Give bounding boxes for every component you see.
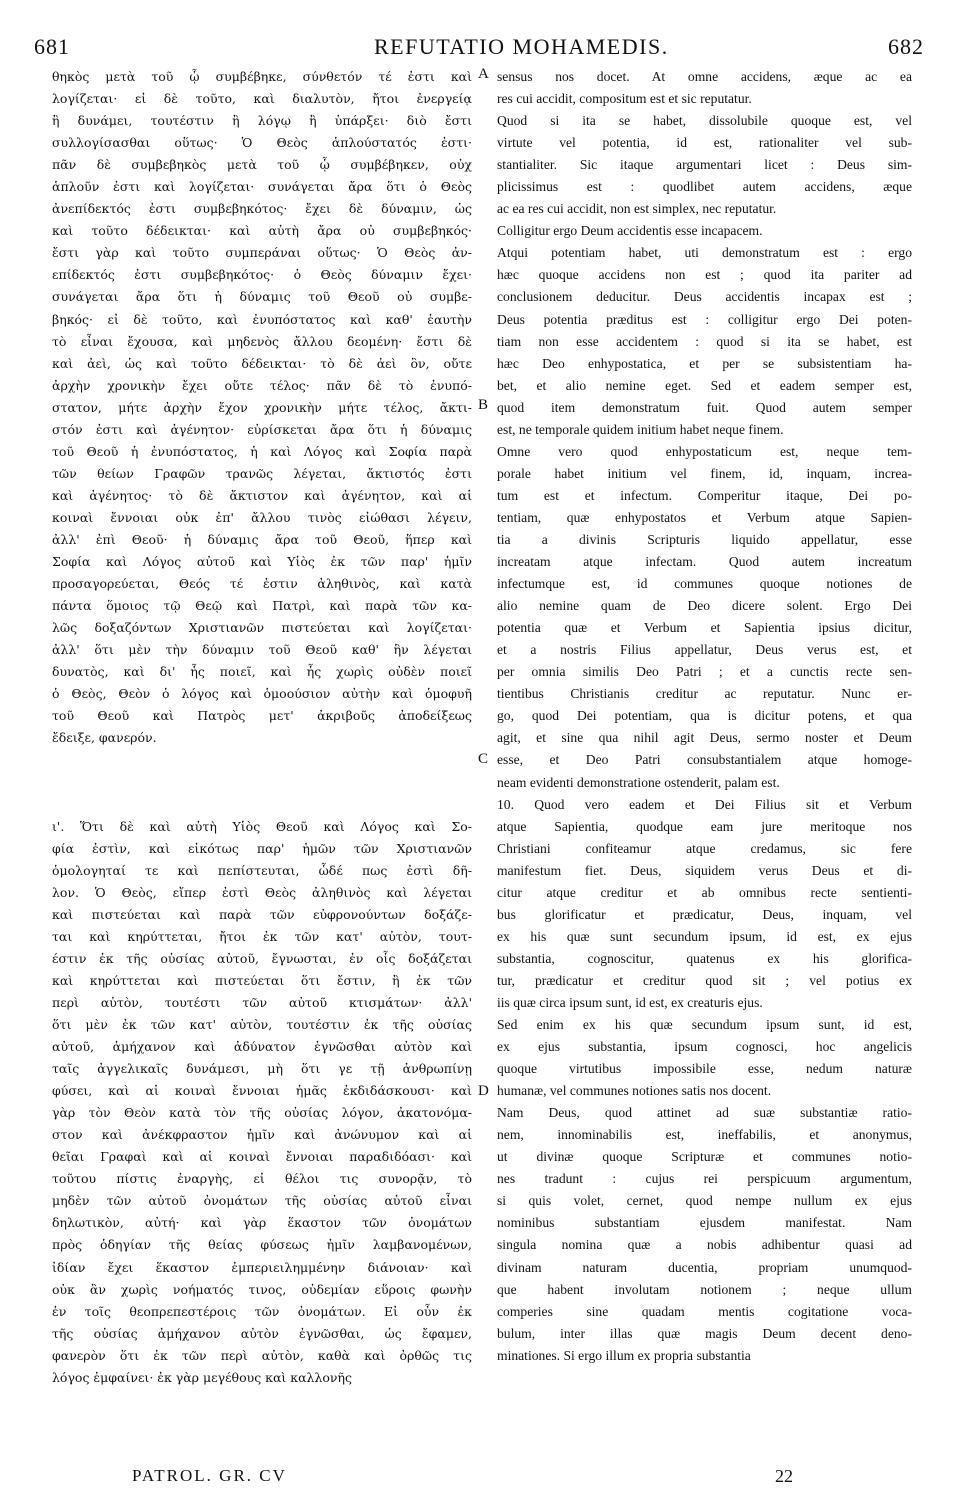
greek-text-line: λογίζεται· εἰ δὲ τοῦτο, καὶ διαλυτὸν, ἤτοι ἐνεργείᾳ <box>52 91 472 107</box>
latin-text-line: hæc quoque accidens non est ; quod ita pariter ad <box>497 267 912 283</box>
latin-text-line: nes tradunt : cujus rei perspicuum argumentum, <box>497 1171 912 1187</box>
latin-text-line: porale habet initium vel finem, id, inquam, increa- <box>497 465 912 481</box>
greek-text-line: ἀνεπίδεκτός ἐστι συμβεβηκότος· ἔχει δὲ δύναμιν, ὡς <box>52 201 472 217</box>
greek-text-blank-line <box>52 772 472 794</box>
greek-text-line: συνάγεται ἄρα ὅτι ἡ δύναμις τοῦ Θεοῦ οὐ συμβε- <box>52 289 472 305</box>
latin-text-line: singula nomina quæ a nobis adhibentur quasi ad <box>497 1237 912 1253</box>
latin-text-line: tum est et infectum. Comperitur itaque, Dei po- <box>497 487 912 503</box>
latin-text-line: quod item demonstratum fuit. Quod autem semper <box>497 399 912 415</box>
footer-sheet-number: 22 <box>775 1466 793 1486</box>
latin-text-column <box>497 66 912 1367</box>
greek-text-line: τῶν θείων Γραφῶν τρανῶς λέγεται, ἄκτιστός ἐστι <box>52 465 472 481</box>
greek-text-line: ι'. Ὅτι δὲ καὶ αὐτὴ Υἱὸς Θεοῦ καὶ Λόγος καὶ Σο- <box>52 818 472 834</box>
greek-text-line: καὶ ἀγένητος· τὸ δὲ ἄκτιστον καὶ ἀγένητον, καὶ αἱ <box>52 487 472 503</box>
greek-text-line: Σοφία καὶ Λόγος αὐτοῦ καὶ Υἱὸς ἐκ τῶν παρ' ἡμῖν <box>52 554 472 570</box>
latin-text-line: potentia quæ et Verbum et Sapientia ipsius dicitur, <box>497 620 912 636</box>
greek-text-line: τὸ εἶναι ἔχουσα, καὶ μηδενὸς ἄλλου δεομένη· ἔστι δὲ <box>52 333 472 349</box>
greek-text-line: ἔδειξε, φανερόν. <box>52 730 157 746</box>
latin-text-line: infectumque est, id communes quoque notiones de <box>497 576 912 592</box>
greek-text-line: καὶ ἀεὶ, ὡς καὶ τοῦτο δέδεικται· τὸ δὲ ἀεὶ ὂν, οὔτε <box>52 355 472 371</box>
greek-text-line: επίδεκτός ἐστι συμβεβηκότος· ὁ Θεὸς δύναμιν ἔχει· <box>52 267 472 283</box>
latin-text-line: tentiam, quæ enhypostatos et Verbum atque Sapien- <box>497 509 912 525</box>
greek-text-line: ἐν τοῖς θεοπρεπεστέροις τῶν ὀνομάτων. Εἰ οὖν ἐκ <box>52 1303 472 1319</box>
greek-text-line: θηκὸς μετὰ τοῦ ᾧ συμβέβηκε, σύνθετόν τέ ἐστι καὶ <box>52 69 472 84</box>
latin-text-line: manifestum fiet. Deus, siquidem verus Deus et di- <box>497 862 912 878</box>
greek-text-line: ἔστι γὰρ καὶ τοῦτο συμπεράναι οὕτως· Ὁ Θεὸς ἀν- <box>52 245 472 261</box>
greek-text-line: προσαγορεύεται, Θεός τέ ἐστιν ἀληθινὸς, καὶ κατὰ <box>52 576 472 592</box>
greek-text-line: συλλογίσασθαι οὕτως· Ὁ Θεὸς ἁπλούστατός ἐστι· <box>52 135 472 151</box>
latin-text-line: sensus nos docet. At omne accidens, æque ac ea <box>497 69 912 84</box>
greek-text-line: πάντα ὅμοιος τῷ Θεῷ καὶ Πατρὶ, καὶ παρὰ τῶν κα- <box>52 598 472 614</box>
latin-text-line: et a nostris Filius appellatur, Deus verus est, et <box>497 642 912 658</box>
greek-text-line: τῆς οὐσίας ἀμήχανον αὐτὸν ἐγνῶσθαι, ὡς ἔφαμεν, <box>52 1325 472 1341</box>
latin-text-line: res cui accidit, compositum est et sic reputatur. <box>497 91 752 107</box>
latin-text-line: si quis volet, cernet, quod nempe nullum ex ejus <box>497 1193 912 1209</box>
latin-text-line: divinam naturam ducentia, propriam unumquod- <box>497 1259 912 1275</box>
latin-text-line: est, ne temporale quidem initium habet neque finem. <box>497 421 784 437</box>
latin-text-line: per omnia similis Deo Patri ; et a cunctis recte sen- <box>497 664 912 680</box>
latin-text-line: humanæ, vel communes notiones satis nos docent. <box>497 1083 772 1099</box>
latin-text-line: stantialiter. Sic itaque argumentari licet : Deus sim- <box>497 157 912 173</box>
latin-text-line: atque Sapientia, quodque eam jure meritoque nos <box>497 818 912 834</box>
greek-text-line: πᾶν δὲ συμβεβηκὸς μετὰ τοῦ ᾧ συμβέβηκεν, οὐχ <box>52 157 472 173</box>
greek-text-line: ὁμολογηταί τε καὶ πεπίστευται, ὧδέ πως ἐστὶ δῆ- <box>52 862 472 878</box>
greek-text-line: ται καὶ κηρύττεται, ἤτοι ἐκ τῶν κατ' αὐτὸν, τουτ- <box>52 928 472 944</box>
latin-text-line: bet, et alio nemine eget. Sed et eadem semper est, <box>497 377 912 393</box>
latin-text-line: substantia, cognoscitur, quatenus ex his glorifica- <box>497 950 912 966</box>
greek-text-line: ἀλλ' ὅτι μὲν τὴν δύναμιν τοῦ Θεοῦ καθ' ἣν λέγεται <box>52 642 472 658</box>
greek-text-line: οὐκ ἂν χωρὶς νοήματός τινος, οὐδεμίαν εὕροις φωνὴν <box>52 1281 472 1297</box>
margin-marker-d: D <box>478 1083 489 1099</box>
latin-text-line: comperies sine quadam mentis cogitatione voca- <box>497 1303 912 1319</box>
margin-marker-b: B <box>478 397 489 413</box>
greek-text-line: στόν ἐστι καὶ ἀγένητον· εὑρίσκεται ἄρα ὅτι ἡ δύναμις <box>52 421 472 437</box>
greek-text-line: λῶς δοξαζόντων Χριστιανῶν πιστεύεται καὶ λογίζεται· <box>52 620 472 636</box>
latin-text-line: go, quod Dei potentiam, qua is dicitur potens, et qua <box>497 708 912 724</box>
latin-text-line: quoque virtutibus impossibile esse, nedum naturæ <box>497 1061 912 1077</box>
latin-text-line: iis quæ circa ipsum sunt, id est, ex creaturis ejus. <box>497 994 763 1010</box>
latin-text-line: Sed enim ex his quæ secundum ipsum sunt, id est, <box>497 1017 912 1033</box>
latin-text-line: plicissimus est : quodlibet autem accidens, æque <box>497 179 912 195</box>
latin-text-line: ac ea res cui accidit, non est simplex, nec reputatur. <box>497 201 777 217</box>
latin-text-line: tur, prædicatur et creditur quod sit ; vel potius ex <box>497 972 912 988</box>
greek-text-line: κοιναὶ ἔννοιαι οὐκ ἐπ' ἄλλου τινὸς εἰώθασι λέγειν, <box>52 509 472 525</box>
greek-text-line: φανερὸν ὅτι ἐκ τῶν περὶ αὐτὸν, καθὰ καὶ ὀρθῶς τις <box>52 1347 472 1363</box>
greek-text-line: ὁ Θεὸς, Θεὸν ὁ λόγος καὶ ὁμοούσιον αὐτὴν καὶ ὁμοφυῆ <box>52 686 472 702</box>
greek-text-line: καὶ τοῦτο δέδεικται· καὶ αὐτὴ ἄρα οὐ συμβεβηκός· <box>52 223 472 239</box>
right-page-number: 682 <box>888 34 924 59</box>
greek-text-line: στον καὶ ἀνέκφραστον ἡμῖν καὶ ἀνώνυμον καὶ αἱ <box>52 1127 472 1143</box>
latin-text-line: increatam atque infectam. Quod autem increatum <box>497 554 912 570</box>
greek-text-line: ὅτι μὲν ἐκ τῶν κατ' αὐτὸν, τουτέστιν ἐκ τῆς οὐσίας <box>52 1017 472 1033</box>
latin-text-line: alio nemine quam de Deo dicere solent. Ergo Dei <box>497 598 912 614</box>
latin-text-line: nominibus substantiam ejusdem manifestat. Nam <box>497 1215 912 1231</box>
greek-text-line: καὶ κηρύττεται καὶ πιστεύεται ὅτι ἔστιν, ἢ ἐκ τῶν <box>52 972 472 988</box>
latin-text-line: que habent involutam notionem ; neque ullum <box>497 1281 912 1297</box>
greek-text-line: έστιν ἐκ τῆς οὐσίας αὐτοῦ, ἔγνωσται, ἐν οἷς δοξάζεται <box>52 950 472 966</box>
running-title: REFUTATIO MOHAMEDIS. <box>374 34 669 59</box>
latin-text-line: Atqui potentiam habet, uti demonstratum est : ergo <box>497 245 912 261</box>
greek-text-line: ἁπλοῦν ἐστι καὶ λογίζεται· συνάγεται ἄρα ὅτι ὁ Θεὸς <box>52 179 472 195</box>
greek-text-line: γὰρ τὸν Θεὸν κατὰ τὸν τῆς οὐσίας λόγον, ἀκατονόμα- <box>52 1105 472 1121</box>
greek-text-line: φύσει, καὶ αἱ κοιναὶ ἔννοιαι ἡμᾶς ἐκδιδάσκουσι· καὶ <box>52 1083 472 1099</box>
greek-text-line: δυνατὸς, καὶ δι' ἧς ποιεῖ, καὶ ἧς χωρὶς οὐδὲν ποιεῖ <box>52 664 472 680</box>
latin-text-line: Nam Deus, quod attinet ad suæ substantiæ ratio- <box>497 1105 912 1121</box>
latin-text-line: tia a divinis Scripturis liquido appellatur, esse <box>497 531 912 547</box>
latin-text-line: 10. Quod vero eadem et Dei Filius sit et Verbum <box>497 796 912 812</box>
greek-text-line: τοῦ Θεοῦ καὶ Πατρὸς μετ' ἀκριβοῦς ἀποδείξεως <box>52 708 472 724</box>
latin-text-line: esse, et Deo Patri consubstantialem atque homoge- <box>497 752 912 768</box>
greek-text-line: τοῦ Θεοῦ ἡ ἐνυπόστατος, ἡ καὶ Λόγος καὶ Σοφία παρὰ <box>52 443 472 459</box>
left-page-number: 681 <box>34 34 70 59</box>
greek-text-line: ἰδίαν ἔχει ἕκαστον ἐμπεριειλημμένην διάνοιαν· καὶ <box>52 1259 472 1275</box>
latin-text-line: minationes. Si ergo illum ex propria substantia <box>497 1347 751 1363</box>
latin-text-line: ex ejus substantia, ipsum cognosci, hoc angelicis <box>497 1039 912 1055</box>
latin-text-line: citur atque creditur et ab omnibus recte sentienti- <box>497 884 912 900</box>
page-header <box>34 34 924 64</box>
greek-text-line: καὶ πιστεύεται καὶ παρὰ τῶν εὐφρονούντων δοξάζε- <box>52 906 472 922</box>
greek-text-line: πρὸς ὁδηγίαν τῆς θείας φύσεως ἡμῖν λαμβανομένων, <box>52 1237 472 1253</box>
latin-text-line: Quod si ita se habet, dissolubile quoque est, vel <box>497 113 912 129</box>
greek-text-line: περὶ αὐτὸν, τουτέστι τῶν αὐτοῦ κτισμάτων· ἀλλ' <box>52 994 472 1010</box>
latin-text-line: Colligitur ergo Deum accidentis esse incapacem. <box>497 223 763 239</box>
greek-text-line: ἀλλ' ἐπὶ Θεοῦ· ἡ δύναμις ἄρα τοῦ Θεοῦ, ἥπερ καὶ <box>52 531 472 547</box>
greek-text-line: φία ἐστὶν, καὶ εἰκότως παρ' ἡμῶν τῶν Χριστιανῶν <box>52 840 472 856</box>
greek-text-line: μηδὲν τῶν αὐτοῦ ὀνομάτων τῆς οὐσίας αὐτοῦ εἶναι <box>52 1193 472 1209</box>
greek-text-line: λον. Ὁ Θεὸς, εἴπερ ἐστὶ Θεὸς ἀληθινὸς καὶ λέγεται <box>52 884 472 900</box>
greek-text-blank-line <box>52 749 472 771</box>
greek-text-line: στατον, μήτε ἀρχὴν ἔχον χρονικὴν μήτε τέλος, ἄκτι- <box>52 399 472 415</box>
latin-text-line: virtute vel potentia, id est, rationaliter vel sub- <box>497 135 912 151</box>
footer-signature: PATROL. GR. CV <box>132 1466 287 1485</box>
latin-text-line: ut divinæ quoque Scripturæ et communes notio- <box>497 1149 912 1165</box>
greek-text-line: δηλωτικὸν, αὐτή· καὶ γὰρ ἕκαστον τῶν ὀνομάτων <box>52 1215 472 1231</box>
latin-text-line: tientibus Christianis creditur ac reputatur. Nunc er- <box>497 686 912 702</box>
greek-text-column <box>52 66 472 1389</box>
greek-text-line: τοῦτου πίστις ἐναργὴς, εἰ θέλοι τις συνορᾷν, τὸ <box>52 1171 472 1187</box>
greek-text-line: βηκός· εἰ δὲ τοῦτο, καὶ ἐνυπόστατος καὶ καθ' ἑαυτὴν <box>52 311 472 327</box>
greek-text-line: ἀρχὴν χρονικὴν ἔχει οὔτε τέλος· πᾶν δὲ τὸ ἐνυπό- <box>52 377 472 393</box>
latin-text-line: Christiani confiteamur atque credamus, sic fere <box>497 840 912 856</box>
latin-text-line: neam evidenti demonstratione ostenderit, palam est. <box>497 774 780 790</box>
greek-text-line: ταῖς ἀγγελικαῖς δυνάμεσι, μὴ ὅτι γε τῇ ἀνθρωπίνῃ <box>52 1061 472 1077</box>
latin-text-line: Deus potentia præditus est : colligitur ergo Dei poten- <box>497 311 912 327</box>
latin-text-line: bulum, inter illas quæ magis Deum decent deno- <box>497 1325 912 1341</box>
latin-text-line: ex his quæ sunt secundum ipsum, id est, ex ejus <box>497 928 912 944</box>
latin-text-line: tiam non esse accidentem : quod si ita se habet, est <box>497 333 912 349</box>
greek-text-line: θεῖαι Γραφαὶ καὶ αἱ κοιναὶ ἔννοιαι παραδιδόασι· καὶ <box>52 1149 472 1165</box>
greek-text-line: αὐτοῦ, ἀμήχανον καὶ ἀδύνατον ἐγνῶσθαι αὐτὸν καὶ <box>52 1039 472 1055</box>
margin-marker-a: A <box>478 66 489 82</box>
margin-marker-c: C <box>478 751 489 767</box>
latin-text-line: bus glorificatur et prædicatur, Deus, inquam, vel <box>497 906 912 922</box>
greek-text-line: ἢ δυνάμει, τουτέστιν ἢ λόγῳ ἢ ὑπάρξει· διὸ ἔστι <box>52 113 472 129</box>
latin-text-line: agit, et sine qua nihil agit Deus, sermo noster et Deum <box>497 730 912 746</box>
latin-text-line: hæc Deo enhypostatica, et per se subsistentiam ha- <box>497 355 912 371</box>
greek-text-line: λόγος ἐμφαίνει· ἐκ γὰρ μεγέθους καὶ καλλονῆς <box>52 1369 353 1385</box>
latin-text-line: conclusionem deducitur. Deus accidentis incapax est ; <box>497 289 912 305</box>
greek-text-blank-line <box>52 794 472 816</box>
latin-text-line: nem, innominabilis est, ineffabilis, et anonymus, <box>497 1127 912 1143</box>
latin-text-line: Omne vero quod enhypostaticum est, neque tem- <box>497 443 912 459</box>
